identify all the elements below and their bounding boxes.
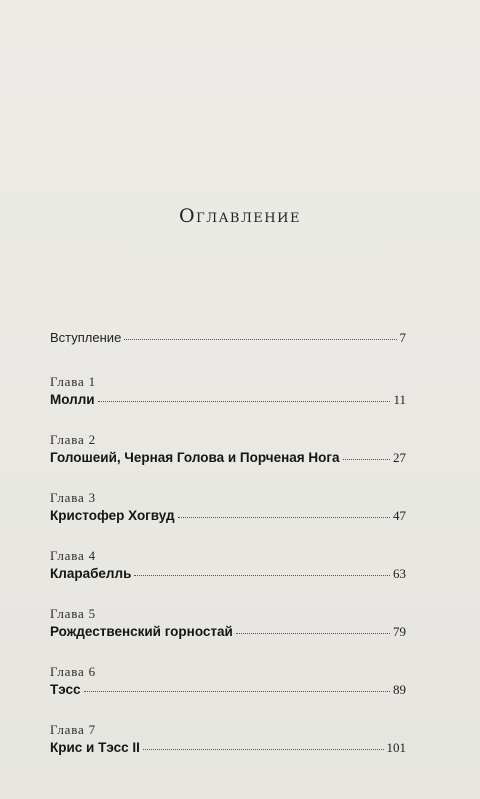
toc-page-number: 47 bbox=[393, 508, 406, 523]
toc-entry-chapter-2 bbox=[50, 432, 406, 490]
leader-dots bbox=[343, 459, 390, 460]
chapter-label: Глава 4 bbox=[50, 548, 96, 563]
toc-entry-name: Голошеий, Черная Голова и Порченая Нога bbox=[50, 450, 340, 465]
toc-page-number: 101 bbox=[386, 740, 406, 755]
chapter-label: Глава 3 bbox=[50, 490, 96, 505]
toc-line bbox=[50, 624, 406, 640]
leader-dots bbox=[84, 691, 390, 692]
toc-page-number: 79 bbox=[393, 624, 406, 639]
toc-entry-chapter-1 bbox=[50, 374, 406, 432]
toc-page-number: 7 bbox=[399, 330, 406, 345]
toc-entry-name: Рождественский горностай bbox=[50, 624, 233, 639]
toc-line bbox=[50, 740, 406, 756]
leader-dots bbox=[143, 749, 384, 750]
chapter-label: Глава 6 bbox=[50, 664, 96, 679]
toc-line bbox=[50, 330, 406, 346]
leader-dots bbox=[124, 339, 396, 340]
toc-page-number: 89 bbox=[393, 682, 406, 697]
toc-page-number: 11 bbox=[393, 392, 406, 407]
toc-entry-name: Кристофер Хогвуд bbox=[50, 508, 175, 523]
toc-entry-chapter-6 bbox=[50, 664, 406, 722]
toc-line bbox=[50, 682, 406, 698]
toc-entry-chapter-5 bbox=[50, 606, 406, 664]
table-of-contents bbox=[50, 330, 406, 780]
leader-dots bbox=[178, 517, 390, 518]
leader-dots bbox=[236, 633, 390, 634]
toc-line bbox=[50, 508, 406, 524]
toc-page-number: 63 bbox=[393, 566, 406, 581]
toc-entry-intro bbox=[50, 330, 406, 374]
chapter-label: Глава 7 bbox=[50, 722, 96, 737]
toc-entry-name: Молли bbox=[50, 392, 95, 407]
leader-dots bbox=[134, 575, 390, 576]
toc-entry-chapter-3 bbox=[50, 490, 406, 548]
toc-entry-name: Крис и Тэсс II bbox=[50, 740, 140, 755]
toc-entry-name: Вступление bbox=[50, 330, 122, 345]
toc-entry-chapter-4 bbox=[50, 548, 406, 606]
chapter-label: Глава 2 bbox=[50, 432, 96, 447]
page-title: Оглавление bbox=[179, 205, 301, 227]
chapter-label: Глава 5 bbox=[50, 606, 96, 621]
toc-entry-name: Кларабелль bbox=[50, 566, 132, 581]
toc-page-number: 27 bbox=[393, 450, 406, 465]
toc-line bbox=[50, 566, 406, 582]
toc-entry-name: Тэсс bbox=[50, 682, 81, 697]
toc-entry-chapter-7 bbox=[50, 722, 406, 780]
leader-dots bbox=[98, 401, 391, 402]
chapter-label: Глава 1 bbox=[50, 374, 96, 389]
toc-line bbox=[50, 450, 406, 466]
toc-line bbox=[50, 392, 406, 408]
